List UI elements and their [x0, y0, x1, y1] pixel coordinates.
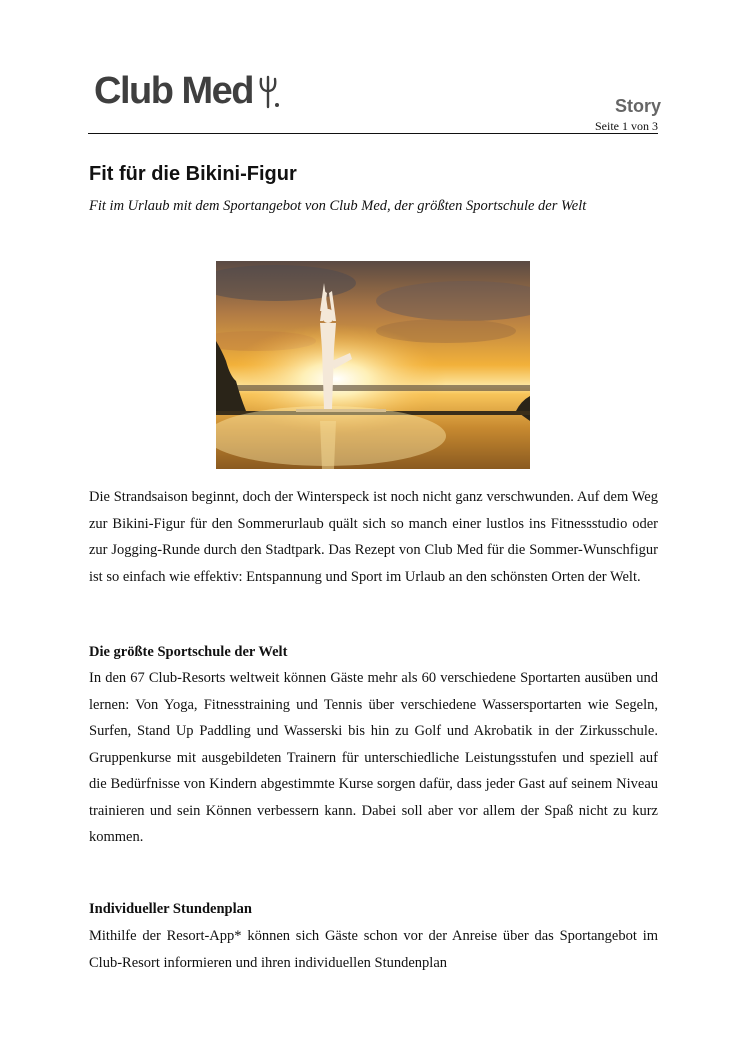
yoga-sunset-photo: [216, 261, 530, 469]
club-med-logo: [94, 72, 282, 110]
section-heading-stundenplan: Individueller Stundenplan: [89, 901, 252, 917]
section-paragraph-sportschule: In den 67 Club-Resorts weltweit können Gäste mehr als 60 verschiedene Sportarten ausüben und lernen: Von Yoga, Fitnesstraining und Tennis über verschiedene Wassersportarten wie Segeln, Surfen, Stand Up Paddling und Wasserski bis hin zu Golf und Akrobatik in der Zirkusschule. Gruppenkurse mit ausgebildeten Trainern für unterschiedliche Leistungsstufen und speziell auf die Bedürfnisse von Kindern abgestimmte Kurse sorgen dafür, dass jeder Gast auf seinem Niveau trainieren und sein Können verbessern kann. Dabei soll aber vor allem der Spaß nicht zu kurz kommen.: [89, 670, 658, 845]
section-paragraph-stundenplan: Mithilfe der Resort-App* können sich Gäste schon vor der Anreise über das Sportangebot im Club-Resort informieren und ihren individuellen Stundenplan: [89, 928, 658, 971]
page-number: Seite 1 von 3: [595, 119, 658, 133]
section-heading-sportschule: Die größte Sportschule der Welt: [89, 644, 288, 660]
logo-text: Club Med: [94, 70, 253, 112]
intro-paragraph: Die Strandsaison beginnt, doch der Winterspeck ist noch nicht ganz verschwunden. Auf dem Weg zur Bikini-Figur für den Sommerurlaub quält sich so manch einer lustlos ins Fitnessstudio oder zur Jogging-Runde durch den Stadtpark. Das Rezept von Club Med für die Sommer-Wunschfigur ist so einfach wie effektiv: Entspannung und Sport im Urlaub an den schönsten Orten der Welt.: [89, 489, 658, 585]
article-title: Fit für die Bikini-Figur: [89, 163, 297, 185]
article-subtitle: Fit im Urlaub mit dem Sportangebot von Club Med, der größten Sportschule der Welt: [89, 198, 587, 214]
document-type-label: Story: [614, 96, 661, 116]
trident-icon: [256, 73, 282, 109]
header-divider: [88, 133, 658, 134]
